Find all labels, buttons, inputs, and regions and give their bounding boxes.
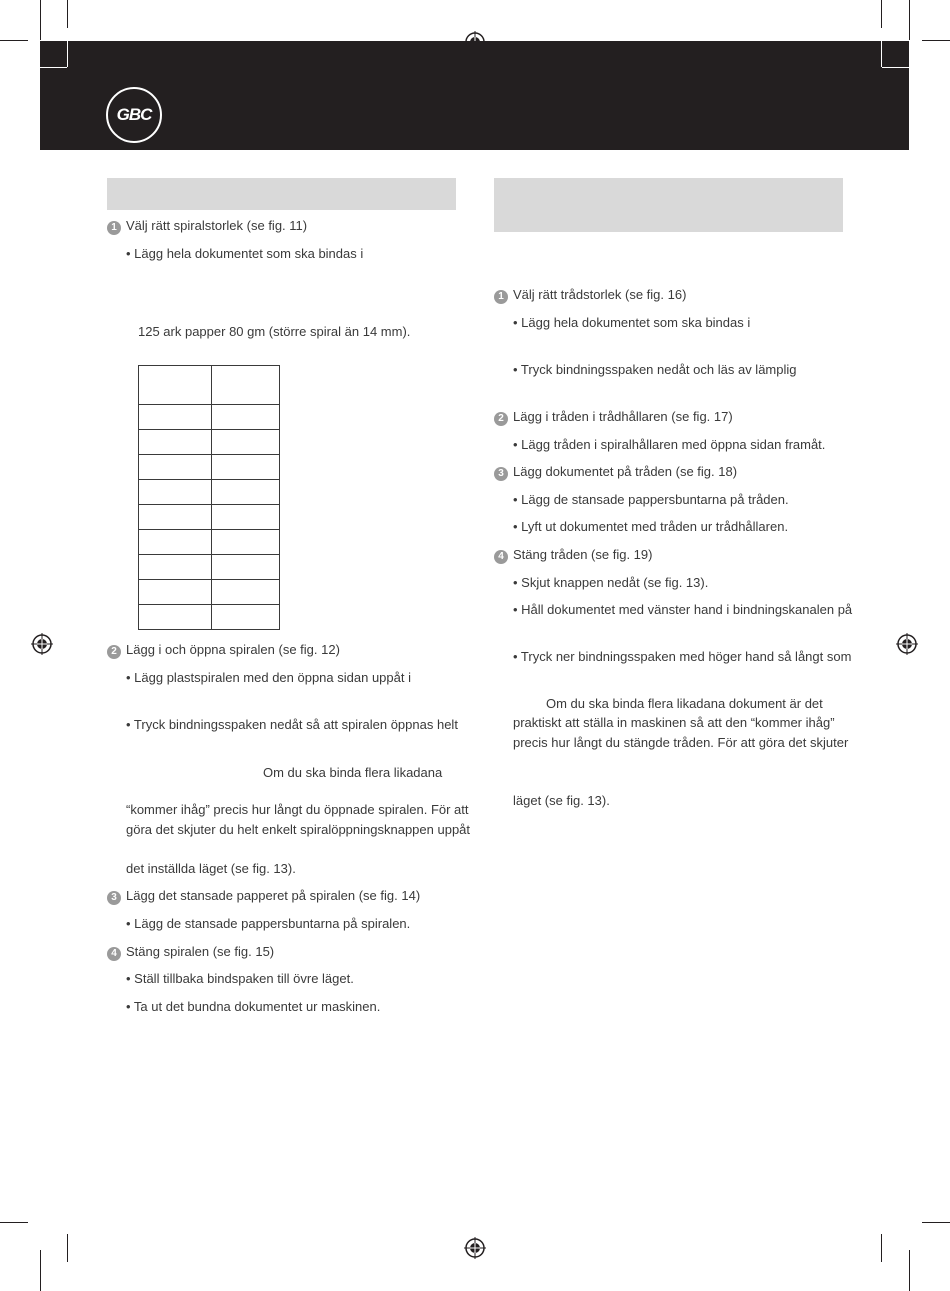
bullet-item: • Tryck bindningsspaken nedåt och läs av lämplig	[513, 362, 797, 377]
step-3-heading	[494, 464, 737, 481]
table-cell	[212, 430, 280, 455]
step-3-heading	[107, 888, 420, 905]
crop-mark	[909, 1250, 910, 1291]
crop-mark	[881, 41, 882, 67]
table-cell	[139, 555, 212, 580]
step-2-heading	[107, 642, 340, 659]
table-cell	[139, 430, 212, 455]
crop-mark	[40, 1250, 41, 1291]
step-text: Lägg i tråden i trådhållaren (se fig. 17)	[513, 409, 733, 424]
crop-mark	[40, 67, 67, 68]
right-section-heading	[494, 178, 843, 232]
step-1-heading	[107, 218, 307, 235]
table-cell	[139, 455, 212, 480]
crop-mark	[67, 41, 68, 67]
logo-text: GBC	[116, 105, 152, 124]
step-number-icon: 1	[494, 290, 508, 304]
step-number-icon: 2	[107, 645, 121, 659]
crop-mark	[40, 0, 41, 40]
step-text: Lägg det stansade papperet på spiralen (se fig. 14)	[126, 888, 421, 903]
table-cell	[139, 605, 212, 630]
tip-text: “kommer ihåg” precis hur långt du öppnade spiralen. För att	[126, 802, 469, 817]
bullet-item: • Tryck ner bindningsspaken med höger hand så långt som	[513, 649, 852, 664]
bullet-item: • Ta ut det bundna dokumentet ur maskinen.	[126, 999, 381, 1014]
tip-text: praktiskt att ställa in maskinen så att den “kommer ihåg”	[513, 715, 835, 730]
crop-mark	[67, 1234, 68, 1262]
table-cell	[139, 580, 212, 605]
crop-mark	[881, 1234, 882, 1262]
step-2-heading	[494, 409, 733, 426]
table-row	[139, 530, 280, 555]
table-row	[139, 455, 280, 480]
bullet-item: • Lägg hela dokumentet som ska bindas i	[513, 315, 751, 330]
table-cell	[139, 366, 212, 405]
step-text: Välj rätt trådstorlek (se fig. 16)	[513, 287, 687, 302]
table-cell	[139, 480, 212, 505]
table-cell	[212, 455, 280, 480]
tip-text: precis hur långt du stängde tråden. För att göra det skjuter	[513, 735, 849, 750]
step-4-heading	[107, 944, 274, 961]
step-number-icon: 3	[494, 467, 508, 481]
table-cell	[212, 530, 280, 555]
table-row	[139, 366, 280, 405]
table-row	[139, 555, 280, 580]
tip-text: göra det skjuter du helt enkelt spiralöppningsknappen uppåt	[126, 822, 471, 837]
table-cell	[212, 555, 280, 580]
table-cell	[212, 580, 280, 605]
bullet-item: • Lägg plastspiralen med den öppna sidan uppåt i	[126, 670, 411, 685]
registration-mark-icon	[464, 1237, 486, 1259]
step-text: Lägg dokumentet på tråden (se fig. 18)	[513, 464, 738, 479]
table-cell	[212, 405, 280, 430]
bullet-item: • Skjut knappen nedåt (se fig. 13).	[513, 575, 709, 590]
step-number-icon: 4	[494, 550, 508, 564]
step-4-heading	[494, 547, 652, 564]
tip-text: det inställda läget (se fig. 13).	[126, 861, 296, 876]
crop-mark	[882, 67, 909, 68]
step-text: Välj rätt spiralstorlek (se fig. 11)	[126, 218, 308, 233]
table-cell	[139, 530, 212, 555]
table-row	[139, 405, 280, 430]
table-cell	[139, 505, 212, 530]
note-text: 125 ark papper 80 gm (större spiral än 14 mm).	[138, 324, 411, 339]
bullet-item: • Lägg hela dokumentet som ska bindas i	[126, 246, 364, 261]
table-cell	[139, 405, 212, 430]
left-section-heading	[107, 178, 456, 210]
crop-mark	[922, 1222, 950, 1223]
table-row	[139, 430, 280, 455]
table-row	[139, 480, 280, 505]
tip-text: Om du ska binda flera likadana dokument är det	[546, 696, 823, 711]
bullet-item: • Lägg tråden i spiralhållaren med öppna sidan framåt.	[513, 437, 826, 452]
step-number-icon: 3	[107, 891, 121, 905]
crop-mark	[0, 40, 28, 41]
bullet-item: • Lägg de stansade pappersbuntarna på tråden.	[513, 492, 789, 507]
tip-text: Om du ska binda flera likadana	[263, 765, 443, 780]
bullet-item: • Håll dokumentet med vänster hand i bindningskanalen på	[513, 602, 853, 617]
step-text: Stäng tråden (se fig. 19)	[513, 547, 653, 562]
step-1-heading	[494, 287, 686, 304]
step-text: Stäng spiralen (se fig. 15)	[126, 944, 275, 959]
step-text: Lägg i och öppna spiralen (se fig. 12)	[126, 642, 340, 657]
crop-mark	[922, 40, 950, 41]
table-row	[139, 505, 280, 530]
bullet-item: • Tryck bindningsspaken nedåt så att spiralen öppnas helt	[126, 717, 458, 732]
table-row	[139, 605, 280, 630]
step-number-icon: 2	[494, 412, 508, 426]
crop-mark	[67, 0, 68, 28]
header-bar	[40, 41, 909, 150]
crop-mark	[0, 1222, 28, 1223]
table-cell	[212, 505, 280, 530]
gbc-logo	[106, 87, 162, 143]
table-row	[139, 580, 280, 605]
table-cell	[212, 605, 280, 630]
spiral-size-table	[138, 365, 280, 630]
step-number-icon: 4	[107, 947, 121, 961]
crop-mark	[909, 0, 910, 40]
registration-mark-icon	[31, 633, 53, 655]
bullet-item: • Lyft ut dokumentet med tråden ur trådhållaren.	[513, 519, 789, 534]
tip-text: läget (se fig. 13).	[513, 793, 610, 808]
bullet-item: • Lägg de stansade pappersbuntarna på spiralen.	[126, 916, 411, 931]
table-cell	[212, 480, 280, 505]
registration-mark-icon	[896, 633, 918, 655]
crop-mark	[881, 0, 882, 28]
step-number-icon: 1	[107, 221, 121, 235]
bullet-item: • Ställ tillbaka bindspaken till övre läget.	[126, 971, 354, 986]
table-cell	[212, 366, 280, 405]
